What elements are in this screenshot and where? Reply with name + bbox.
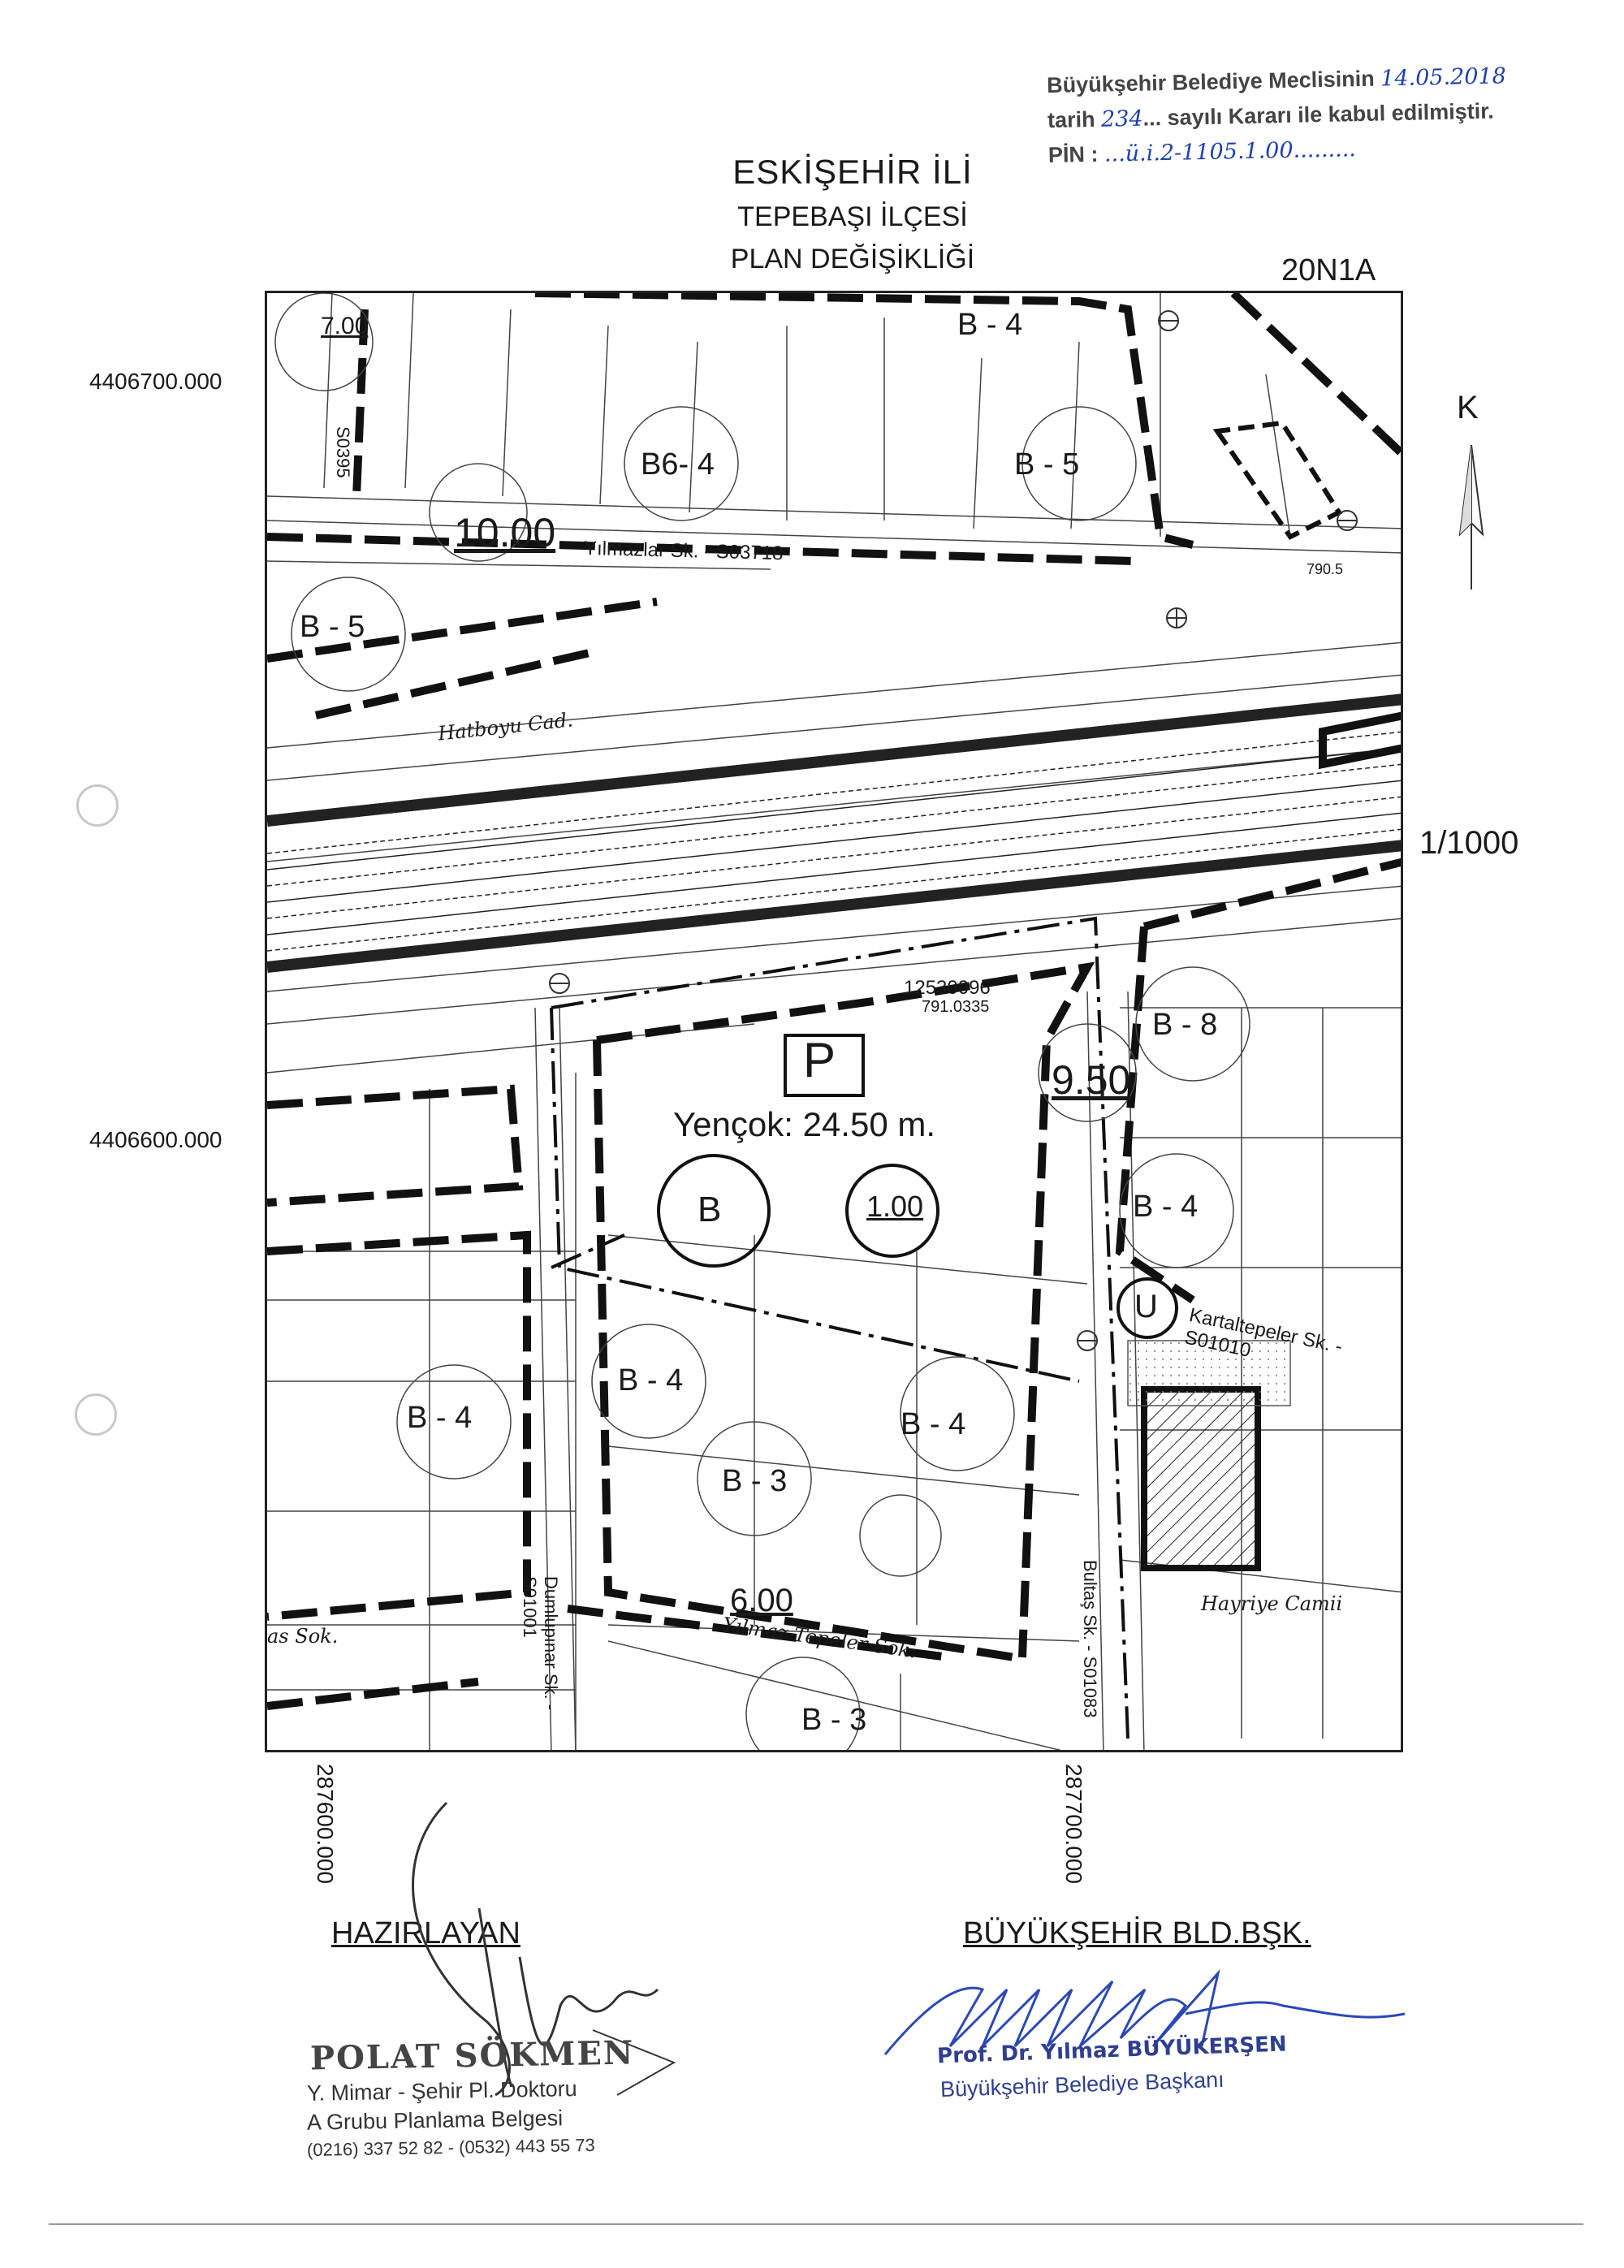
sheet-id: 20N1A xyxy=(1281,253,1376,287)
zone-label: B - 3 xyxy=(722,1464,788,1498)
stamp-decision-number: 234 xyxy=(1100,106,1143,132)
mosque-block xyxy=(1144,1389,1258,1568)
x-coordinate-label: 287600.000 xyxy=(313,1764,338,1884)
scale-label: 1/1000 xyxy=(1419,825,1519,861)
height-note: Yençok: 24.50 m. xyxy=(673,1105,935,1143)
street-label-dumlupinar: Dumlupınar Sk. - S01001 xyxy=(520,1576,561,1711)
mayor-heading: BÜYÜKŞEHİR BLD.BŞK. xyxy=(963,1916,1311,1950)
railway-tracks xyxy=(267,699,1403,967)
preparer-name: POLAT SÖKMEN xyxy=(309,2033,635,2078)
setback-label: 6.00 xyxy=(730,1583,793,1618)
stamp-council-label: Büyükşehir Belediye Meclisinin xyxy=(1046,66,1376,98)
district-title: TEPEBAŞI İLÇESİ xyxy=(737,201,968,232)
binder-hole-bottom xyxy=(75,1393,117,1436)
survey-elevation: 791.0335 xyxy=(922,998,990,1016)
north-arrow-icon xyxy=(1447,445,1496,591)
north-label: K xyxy=(1457,390,1479,426)
landmark-label-hayriye-camii: Hayriye Camii xyxy=(1201,1592,1343,1615)
floor-ratio: 1.00 xyxy=(866,1190,924,1223)
street-label-yilmazlar: Yılmazlar Sk. - S03718 xyxy=(583,537,784,565)
binder-hole-top xyxy=(76,784,119,827)
zoning-map xyxy=(265,291,1403,1752)
setback-label: 10.00 xyxy=(454,510,556,555)
preparer-license: A Grubu Planlama Belgesi xyxy=(306,2106,564,2135)
road-code: S0395 xyxy=(333,426,353,478)
stamp-pin-value: ...ü.i.2-1105.1.00......... xyxy=(1104,136,1357,167)
survey-code: 12530096 xyxy=(904,977,991,999)
province-title: ESKİŞEHİR İLİ xyxy=(732,153,973,191)
stamp-decision-text: ... sayılı Kararı ile kabul edilmiştir. xyxy=(1142,98,1495,131)
preparer-phone: (0216) 337 52 82 - (0532) 443 55 73 xyxy=(306,2134,595,2161)
park-symbol: P xyxy=(803,1033,836,1087)
council-approval-stamp xyxy=(1047,58,1520,173)
stamp-date: 14.05.2018 xyxy=(1380,63,1507,92)
mayor-title: Büyükşehir Belediye Başkanı xyxy=(939,2067,1225,2102)
zoning-map-drawing xyxy=(267,293,1403,1752)
b-symbol: B xyxy=(698,1190,722,1229)
street-label-bultas: Bultaş Sk. - S01083 xyxy=(1080,1560,1100,1718)
preparer-title: Y. Mimar - Şehir Pl. Doktoru xyxy=(306,2076,577,2106)
setback-label: 7.00 xyxy=(321,313,369,339)
zone-label: B - 4 xyxy=(407,1401,473,1435)
zone-label: B - 4 xyxy=(618,1363,684,1398)
elevation-label: 790.5 xyxy=(1307,561,1344,577)
y-coordinate-label: 4406700.000 xyxy=(89,369,222,394)
zone-label: B - 8 xyxy=(1152,1008,1218,1042)
street-label-as-sok: as Sok. xyxy=(267,1625,339,1648)
setback-label: 9.50 xyxy=(1052,1057,1131,1103)
zone-label: B - 5 xyxy=(300,610,365,644)
mosque-symbol: U xyxy=(1134,1289,1158,1324)
stamp-date-label: tarih xyxy=(1047,106,1095,133)
zone-label: B - 4 xyxy=(957,308,1023,342)
x-coordinate-label: 287700.000 xyxy=(1061,1764,1086,1884)
y-coordinate-label: 4406600.000 xyxy=(89,1127,222,1152)
zone-label: B6- 4 xyxy=(641,447,715,482)
plan-type-title: PLAN DEĞİŞİKLİĞİ xyxy=(730,244,975,274)
street-label-hatboyu: Hatboyu Cad. xyxy=(436,708,575,745)
zone-label: B - 5 xyxy=(1014,447,1080,482)
zone-circles xyxy=(275,293,1250,1752)
page-bottom-rule xyxy=(49,2223,1583,2225)
zone-label: B - 4 xyxy=(1133,1190,1199,1224)
street-label-kartaltepeler: Kartaltepeler Sk. - S01010 xyxy=(1182,1303,1345,1362)
prepared-by-heading: HAZIRLAYAN xyxy=(331,1916,520,1950)
street-label-yilmaz-tepeler: Yılmaz Tepeler Sok. xyxy=(721,1613,918,1663)
zone-label: B - 4 xyxy=(901,1407,966,1441)
mayor-name: Prof. Dr. Yılmaz BÜYÜKERŞEN xyxy=(936,2032,1288,2069)
stamp-pin-label: PİN : xyxy=(1047,141,1099,168)
zone-label: B - 3 xyxy=(801,1703,867,1737)
